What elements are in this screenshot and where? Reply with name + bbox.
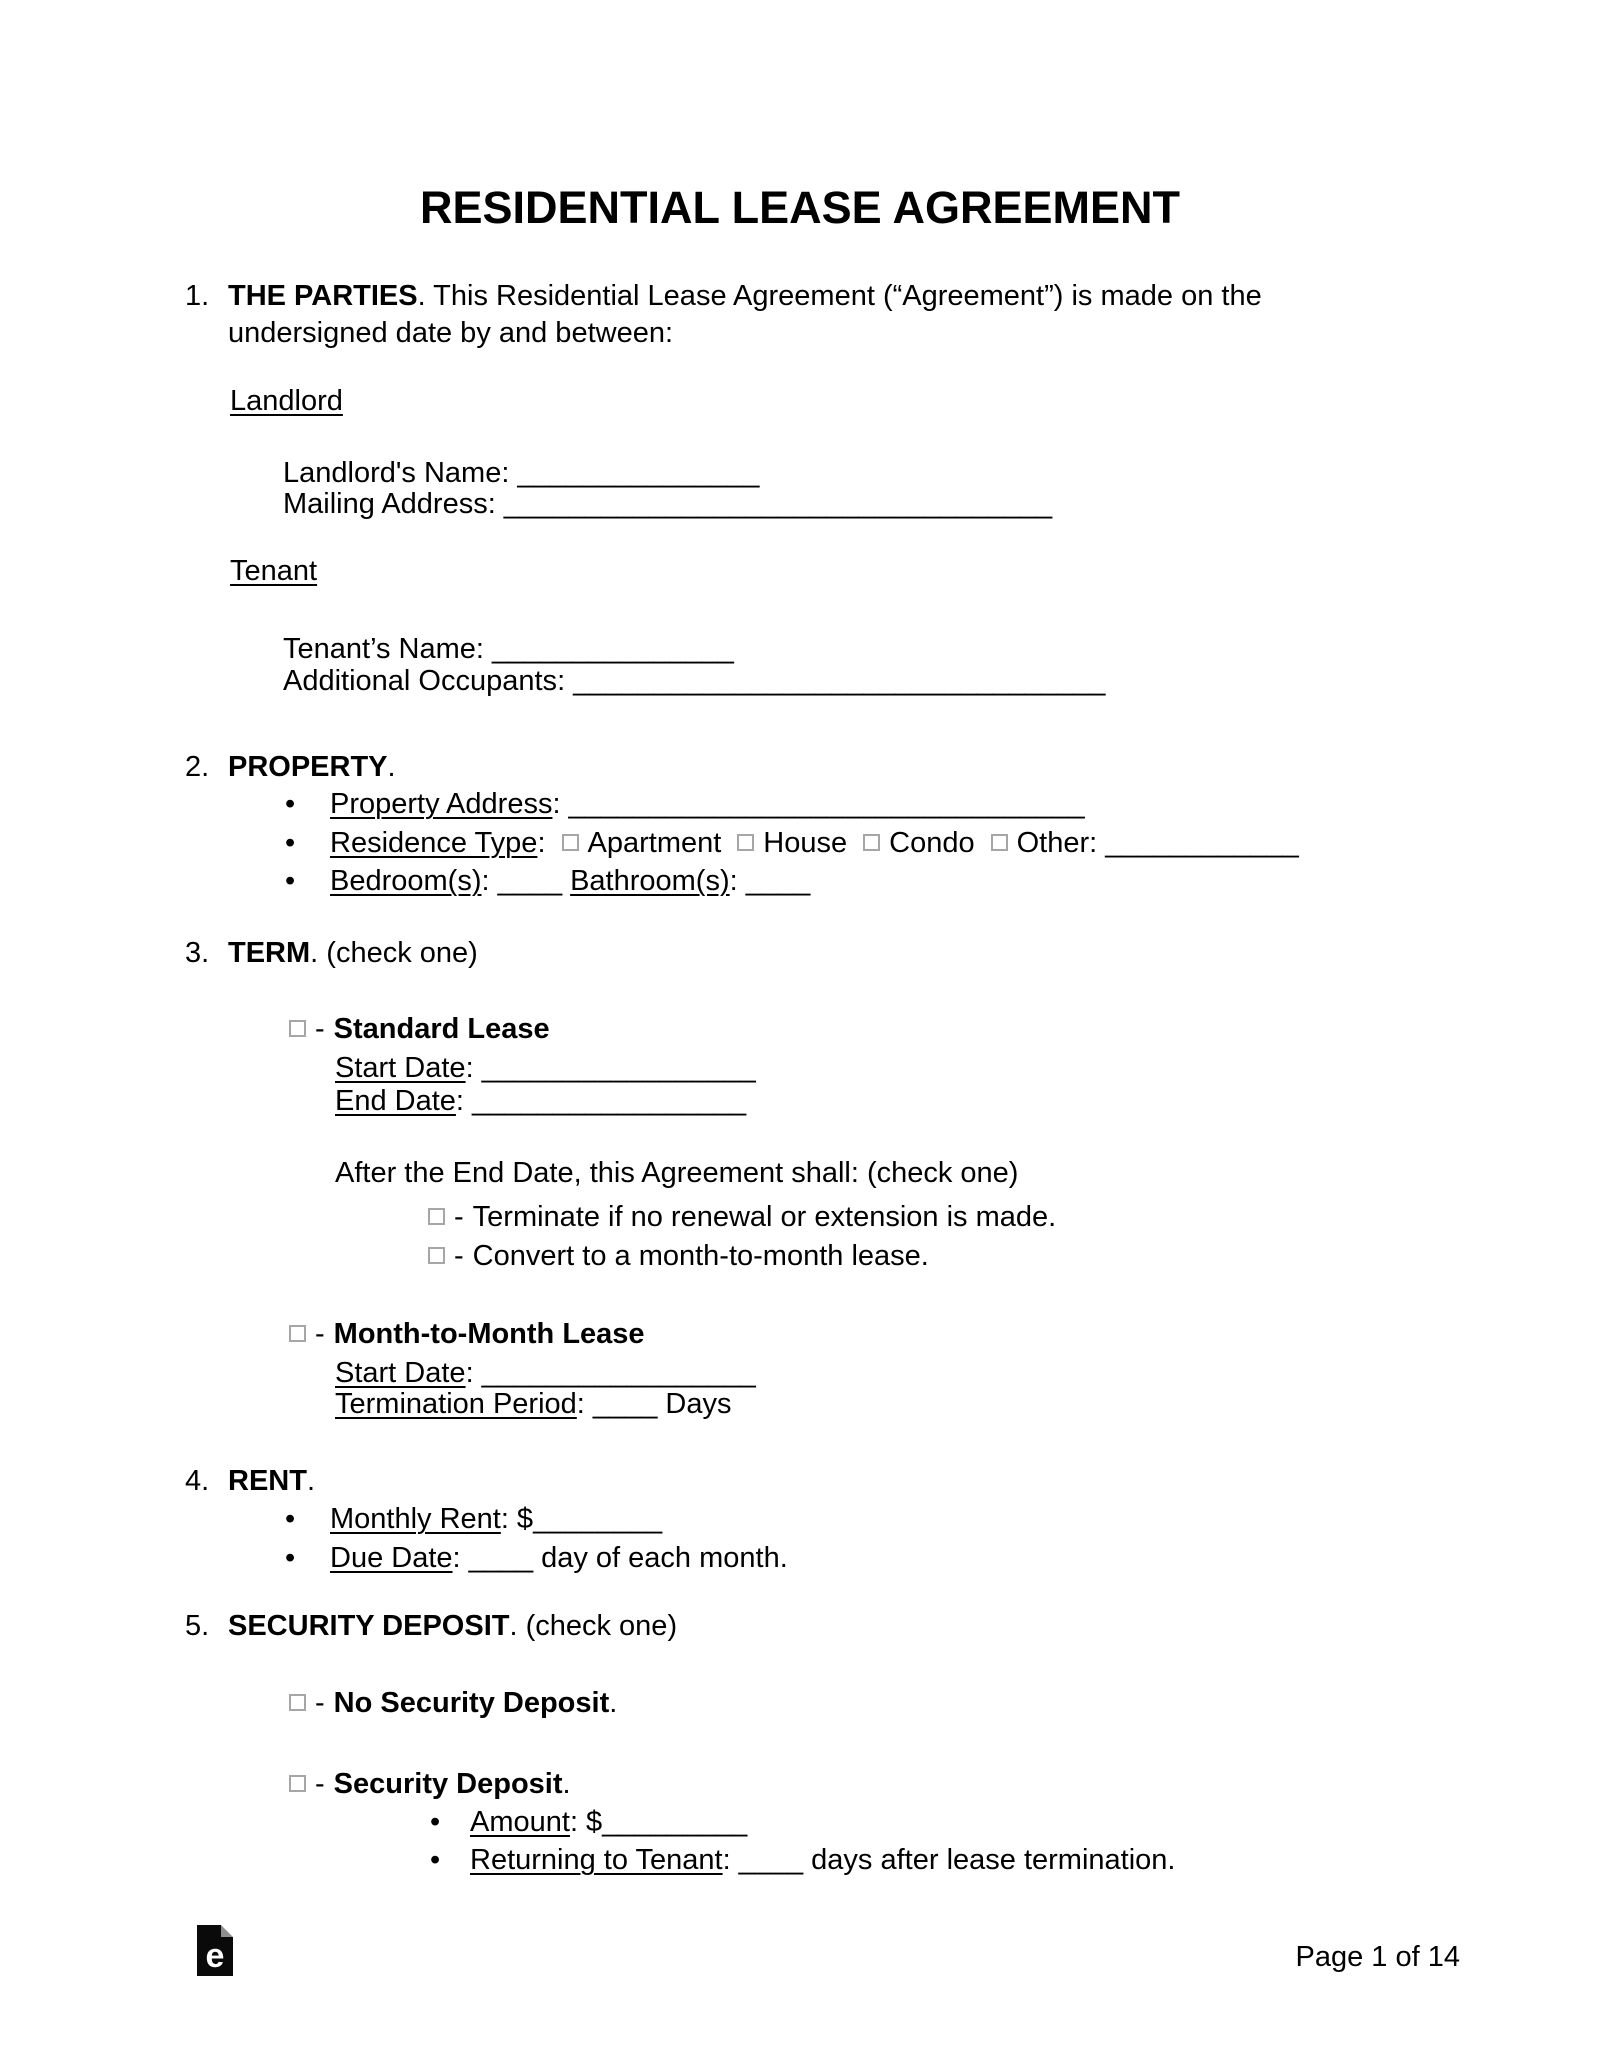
- section-number: 1.: [185, 280, 210, 312]
- monthly-rent-label: Monthly Rent: [330, 1503, 501, 1535]
- returning-line: • Returning to Tenant: ____ days after lease termination.: [430, 1844, 1176, 1876]
- returning-blank[interactable]: ____: [738, 1844, 804, 1876]
- parties-intro-line1: [185, 279, 1262, 313]
- monthly-rent-blank[interactable]: ________: [533, 1503, 663, 1535]
- landlord-name-blank[interactable]: _______________: [517, 457, 760, 489]
- monthly-rent-line: • Monthly Rent: $________: [285, 1503, 663, 1535]
- page-number: Page 1 of 14: [1295, 1941, 1460, 1973]
- other-blank[interactable]: ____________: [1105, 827, 1299, 859]
- tenant-heading: Tenant: [230, 555, 318, 587]
- eforms-logo-letter: e: [205, 1936, 225, 1975]
- bullet-icon: •: [285, 1542, 296, 1574]
- condo-option: Condo: [863, 827, 974, 859]
- days-suffix: Days: [665, 1388, 732, 1420]
- end-date-label: End Date: [335, 1085, 456, 1117]
- bullet-icon: •: [285, 788, 296, 820]
- landlord-name-label: Landlord's Name: [283, 457, 502, 489]
- convert-checkbox[interactable]: [428, 1247, 445, 1264]
- property-heading-line: 2. PROPERTY.: [185, 751, 396, 783]
- termination-period-label: Termination Period: [335, 1388, 577, 1420]
- month-to-month-line: - Month-to-Month Lease: [289, 1317, 645, 1351]
- eforms-logo: [197, 1925, 233, 1976]
- due-date-suffix: day of each month.: [541, 1542, 788, 1574]
- due-date-blank[interactable]: ____: [468, 1542, 534, 1574]
- deposit-label: Security Deposit: [333, 1768, 563, 1800]
- no-deposit-checkbox[interactable]: [289, 1694, 306, 1711]
- bedroom-bathroom-line: • Bedroom(s): ____ Bathroom(s): ____: [285, 865, 811, 897]
- standard-lease-checkbox[interactable]: [289, 1020, 306, 1037]
- property-address-label: Property Address: [330, 788, 553, 820]
- property-heading: PROPERTY: [228, 751, 388, 783]
- amount-blank[interactable]: _________: [602, 1806, 748, 1838]
- mailing-address-blank[interactable]: __________________________________: [503, 488, 1053, 520]
- mailing-address-label: Mailing Address: [283, 488, 488, 520]
- deposit-heading-line: 5. SECURITY DEPOSIT. (check one): [185, 1610, 678, 1642]
- condo-checkbox[interactable]: [863, 834, 880, 851]
- dollar-sign: $: [586, 1806, 603, 1838]
- parties-intro-text: . This Residential Lease Agreement (“Agreement”) is made on the: [417, 280, 1262, 312]
- property-address-blank[interactable]: ________________________________: [568, 788, 1085, 820]
- mailing-address-line: Mailing Address: __________________________________: [283, 488, 1053, 520]
- convert-option-line: - Convert to a month-to-month lease.: [428, 1239, 929, 1273]
- no-deposit-label: No Security Deposit: [333, 1687, 610, 1719]
- standard-start-date-line: Start Date: _________________: [335, 1052, 756, 1084]
- terminate-option-label: Terminate if no renewal or extension is made.: [472, 1201, 1057, 1233]
- section-number: 2.: [185, 751, 210, 783]
- bathroom-label: Bathroom(s): [570, 865, 730, 897]
- bullet-icon: •: [430, 1806, 441, 1838]
- additional-occupants-label: Additional Occupants: [283, 665, 558, 697]
- residence-type-line: • Residence Type: Apartment House Condo Other: ____________: [285, 827, 1299, 859]
- standard-end-date-line: End Date: _________________: [335, 1085, 747, 1117]
- other-option: Other: ____________: [991, 827, 1299, 859]
- dollar-sign: $: [516, 1503, 534, 1535]
- standard-lease-line: - Standard Lease: [289, 1012, 550, 1046]
- start-date-label: Start Date: [335, 1052, 466, 1084]
- termination-period-line: Termination Period: ____ Days: [335, 1388, 732, 1420]
- rent-heading: RENT: [228, 1465, 307, 1497]
- term-heading-line: 3. TERM. (check one): [185, 937, 478, 969]
- apartment-checkbox[interactable]: [562, 834, 579, 851]
- bullet-icon: •: [285, 1503, 296, 1535]
- tenant-name-line: Tenant’s Name: _______________: [283, 633, 734, 665]
- additional-occupants-blank[interactable]: _________________________________: [573, 665, 1106, 697]
- bullet-icon: •: [430, 1844, 441, 1876]
- additional-occupants-line: Additional Occupants: _________________________________: [283, 665, 1106, 697]
- amount-line: • Amount: $_________: [430, 1806, 748, 1838]
- house-option: House: [737, 827, 847, 859]
- termination-period-blank[interactable]: ____: [592, 1388, 658, 1420]
- deposit-checkbox[interactable]: [289, 1775, 306, 1792]
- month-to-month-label: Month-to-Month Lease: [333, 1318, 645, 1350]
- tenant-name-label: Tenant’s Name: [283, 633, 476, 665]
- m2m-start-date-blank[interactable]: _________________: [481, 1357, 756, 1389]
- section-number: 5.: [185, 1610, 210, 1642]
- landlord-name-line: Landlord's Name: _______________: [283, 457, 760, 489]
- end-date-blank[interactable]: _________________: [471, 1085, 747, 1117]
- due-date-label: Due Date: [330, 1542, 453, 1574]
- returning-label: Returning to Tenant: [470, 1844, 723, 1876]
- document-title: RESIDENTIAL LEASE AGREEMENT: [419, 182, 1181, 233]
- bathroom-blank[interactable]: ____: [745, 865, 811, 897]
- terminate-option-line: - Terminate if no renewal or extension is made.: [428, 1200, 1056, 1234]
- terminate-checkbox[interactable]: [428, 1208, 445, 1225]
- rent-heading-line: 4. RENT.: [185, 1465, 316, 1497]
- residence-type-label: Residence Type: [330, 827, 538, 859]
- bullet-icon: •: [285, 827, 296, 859]
- returning-suffix: days after lease termination.: [811, 1844, 1176, 1876]
- bedroom-blank[interactable]: ____: [497, 865, 563, 897]
- tenant-name-blank[interactable]: _______________: [491, 633, 734, 665]
- m2m-start-date-label: Start Date: [335, 1357, 466, 1389]
- bullet-icon: •: [285, 865, 296, 897]
- other-checkbox[interactable]: [991, 834, 1008, 851]
- section-number: 4.: [185, 1465, 210, 1497]
- bedroom-label: Bedroom(s): [330, 865, 482, 897]
- convert-option-label: Convert to a month-to-month lease.: [472, 1240, 929, 1272]
- property-address-line: • Property Address: ________________________________: [285, 788, 1085, 820]
- due-date-line: • Due Date: ____ day of each month.: [285, 1542, 788, 1574]
- start-date-blank[interactable]: _________________: [481, 1052, 756, 1084]
- section-number: 3.: [185, 937, 210, 969]
- parties-heading: THE PARTIES: [228, 280, 418, 312]
- parties-intro-line2: undersigned date by and between:: [228, 317, 674, 349]
- after-end-date-prompt: After the End Date, this Agreement shall: (check one): [335, 1157, 1019, 1189]
- month-to-month-checkbox[interactable]: [289, 1325, 306, 1342]
- amount-label: Amount: [470, 1806, 570, 1838]
- deposit-heading: SECURITY DEPOSIT: [228, 1610, 510, 1642]
- m2m-start-date-line: Start Date: _________________: [335, 1357, 756, 1389]
- deposit-line: - Security Deposit.: [289, 1767, 571, 1801]
- landlord-heading: Landlord: [230, 385, 343, 417]
- standard-lease-label: Standard Lease: [333, 1013, 550, 1045]
- apartment-option: Apartment: [562, 827, 722, 859]
- term-heading: TERM: [228, 937, 311, 969]
- no-deposit-line: - No Security Deposit.: [289, 1686, 617, 1720]
- house-checkbox[interactable]: [737, 834, 754, 851]
